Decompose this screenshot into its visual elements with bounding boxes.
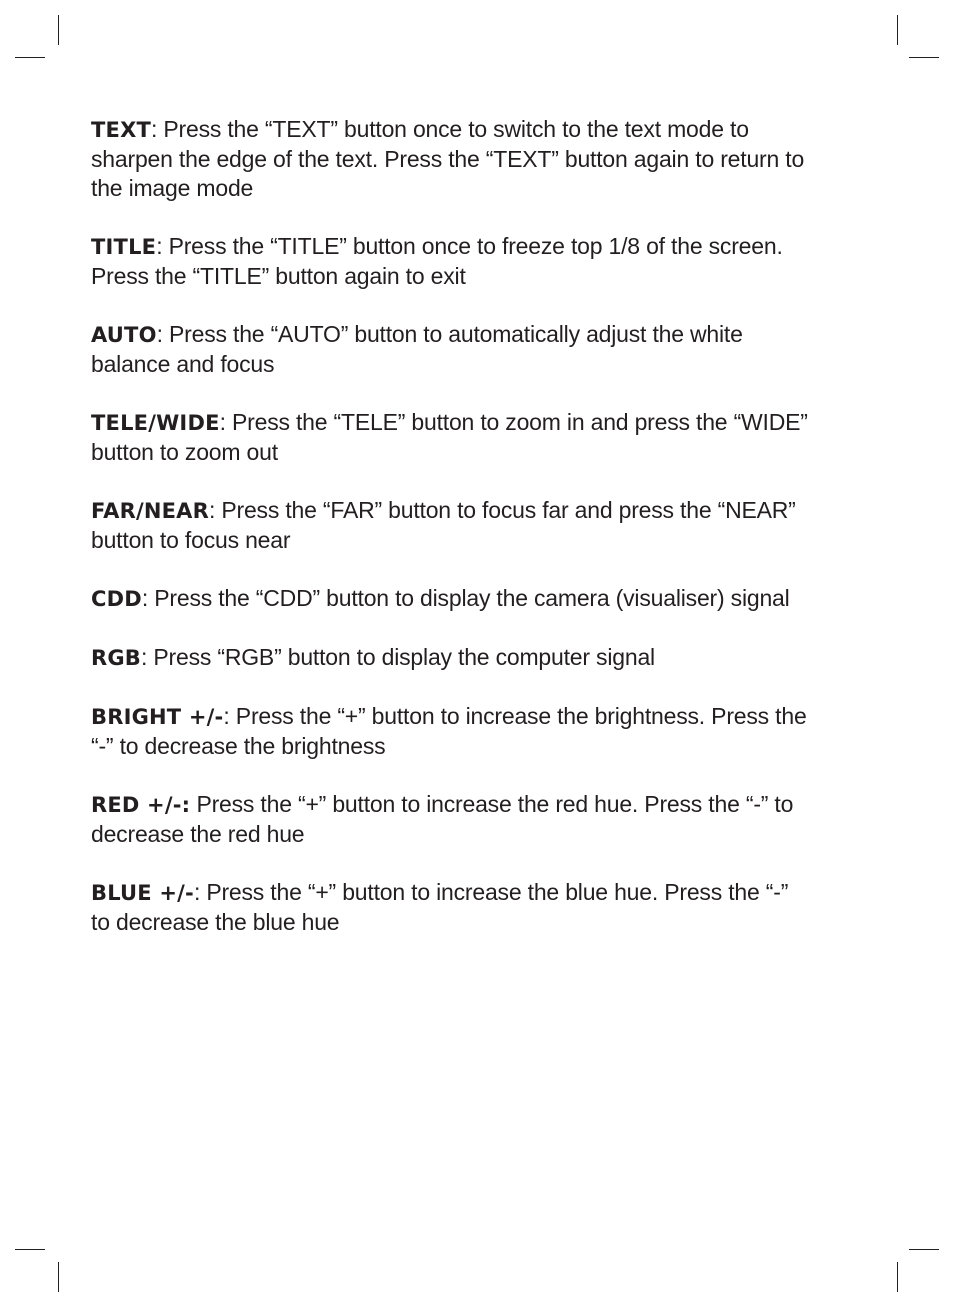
entry-tele-wide	[91, 408, 891, 467]
crop-mark-top-left-h	[15, 57, 45, 58]
term-description: : Press the “TELE” button to zoom in and press the “WIDE” button to zoom out	[91, 409, 808, 465]
term-label: BRIGHT +/-	[91, 705, 224, 729]
entry-auto	[91, 320, 891, 379]
term-description: : Press the “CDD” button to display the camera (visualiser) signal	[141, 585, 790, 611]
crop-mark-bottom-right-v	[897, 1262, 898, 1292]
term-description: : Press the “+” button to increase the brightness. Press the “-” to decrease the brightness	[91, 703, 807, 759]
entry-blue	[91, 878, 891, 937]
term-description: : Press the “FAR” button to focus far and press the “NEAR” button to focus near	[91, 497, 796, 553]
term-description: : Press the “TEXT” button once to switch to the text mode to sharpen the edge of the text. Press the “TEXT” button again to return to the image mode	[91, 116, 805, 201]
term-label: AUTO	[91, 323, 157, 347]
crop-mark-top-right-h	[909, 57, 939, 58]
entry-title	[91, 232, 891, 291]
entry-text	[91, 115, 891, 203]
term-label: RED +/-:	[91, 793, 191, 817]
term-description: : Press “RGB” button to display the computer signal	[141, 644, 655, 670]
term-label: TEXT	[91, 118, 151, 142]
term-description: : Press the “AUTO” button to automatically adjust the white balance and focus	[91, 321, 743, 377]
entry-bright	[91, 702, 891, 761]
button-descriptions	[91, 115, 891, 966]
term-label: TITLE	[91, 235, 157, 259]
crop-mark-top-left-v	[58, 15, 59, 45]
term-description: : Press the “+” button to increase the blue hue. Press the “-” to decrease the blue hue	[91, 879, 789, 935]
term-description: : Press the “TITLE” button once to freeze top 1/8 of the screen. Press the “TITLE” button again to exit	[91, 233, 783, 289]
entry-far-near	[91, 496, 891, 555]
term-description: Press the “+” button to increase the red hue. Press the “-” to decrease the red hue	[91, 791, 794, 847]
term-label: BLUE +/-	[91, 881, 194, 905]
entry-red	[91, 790, 891, 849]
entry-rgb	[91, 643, 891, 673]
entry-cdd	[91, 584, 891, 614]
term-label: TELE/WIDE	[91, 411, 220, 435]
term-label: FAR/NEAR	[91, 499, 209, 523]
term-label: RGB	[91, 646, 142, 670]
crop-mark-bottom-left-v	[58, 1262, 59, 1292]
crop-mark-bottom-right-h	[909, 1249, 939, 1250]
term-label: CDD	[91, 587, 142, 611]
crop-mark-top-right-v	[897, 15, 898, 45]
crop-mark-bottom-left-h	[15, 1249, 45, 1250]
